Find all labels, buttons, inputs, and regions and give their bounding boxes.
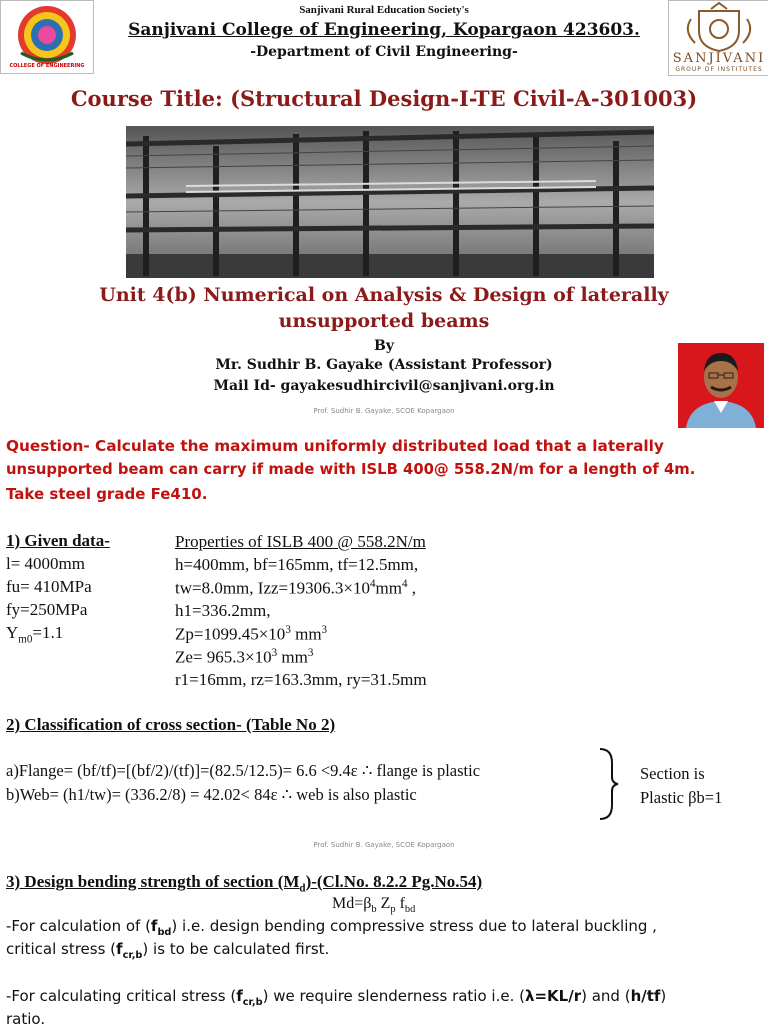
institute-crest-icon — [669, 1, 768, 53]
formula-md: Md=β — [332, 895, 372, 912]
question-line2: unsupported beam can carry if made with ISLB 400@ 558.2N/m for a length of 4m. — [6, 461, 696, 478]
college-name: Sanjivani College of Engineering, Kopargaon 423603. — [128, 20, 640, 40]
para1-a: -For calculation of ( — [6, 917, 151, 935]
prop-ze-unit-exp: 3 — [307, 647, 314, 659]
prop-line1: h=400mm, bf=165mm, tf=12.5mm, — [175, 555, 419, 574]
prop-ze-unit: mm — [277, 647, 308, 667]
college-logo-left — [0, 0, 94, 74]
prop-izz-unit-exp: 4 — [401, 578, 408, 590]
formula-z: Z — [376, 895, 391, 912]
para3-ht: h/tf — [630, 987, 661, 1005]
prop-zp-unit-exp: 3 — [321, 624, 328, 636]
bending-para2 — [6, 940, 329, 961]
author-photo — [678, 343, 764, 428]
para2-a: critical stress ( — [6, 940, 117, 958]
gamma-value: =1.1 — [32, 623, 64, 642]
properties-heading: Properties of ISLB 400 @ 558.2N/m — [175, 532, 426, 551]
bending-para1 — [6, 917, 657, 938]
author-portrait-image — [678, 343, 764, 428]
steel-structure-photo — [126, 126, 654, 278]
prop-ze: Ze= 965.3×10 — [175, 647, 272, 667]
para1-f: f — [150, 917, 158, 935]
prop-line4 — [175, 624, 327, 645]
para3-d: ) — [660, 987, 667, 1005]
formula-f: f — [395, 895, 405, 912]
right-logo-name: SANJIVANI — [672, 51, 766, 66]
given-length: l= 4000mm — [6, 554, 86, 573]
web-check: b)Web= (h1/tw)= (336.2/8) = 42.02< 84ε ∴ web is also plastic — [6, 785, 417, 804]
para3-f: f — [236, 987, 243, 1005]
prop-zp: Zp=1099.45×10 — [175, 624, 286, 644]
para2-b: ) is to be calculated first. — [142, 940, 330, 958]
prop-ze-exp: 3 — [271, 647, 278, 659]
footer-note-top: Prof. Sudhir B. Gayake, SCOE Kopargaon — [313, 407, 455, 415]
prop-zp-unit: mm — [290, 624, 322, 644]
prop-izz-unit: mm — [375, 578, 402, 598]
para3-c: ) and ( — [581, 987, 631, 1005]
prop-izz-exp: 4 — [369, 578, 376, 590]
given-data-heading: 1) Given data- — [6, 531, 110, 550]
bending-heading-sub: d — [299, 882, 306, 895]
section-result-line1: Section is — [640, 764, 705, 783]
section-result-line2: Plastic βb=1 — [640, 788, 723, 807]
bending-heading-b: )-(Cl.No. 8.2.2 Pg.No.54) — [305, 872, 483, 891]
para3-a: -For calculating critical stress ( — [6, 987, 237, 1005]
prop-izz: tw=8.0mm, Izz=19306.3×10 — [175, 578, 370, 598]
formula-z-sub: p — [390, 904, 396, 916]
given-gamma — [6, 623, 63, 645]
prop-line2 — [175, 578, 416, 599]
prop-line5 — [175, 647, 313, 668]
para3-b: ) we require slenderness ratio i.e. ( — [262, 987, 525, 1005]
bending-para3 — [6, 987, 666, 1008]
right-logo-sub: GROUP OF INSTITUTES — [675, 66, 763, 73]
right-brace-icon — [598, 747, 620, 821]
by-label: By — [374, 338, 394, 354]
para2-f-sub: cr,b — [122, 950, 143, 961]
gamma-symbol: Υ — [6, 623, 19, 642]
author-name: Mr. Sudhir B. Gayake (Assistant Professor) — [215, 357, 553, 373]
bending-para4: ratio. — [6, 1010, 46, 1028]
footer-note-bottom: Prof. Sudhir B. Gayake, SCOE Kopargaon — [313, 841, 455, 849]
prop-line3: h1=336.2mm, — [175, 601, 271, 620]
left-logo-caption: COLLEGE OF ENGINEERING — [9, 63, 85, 69]
unit-title-line2: unsupported beams — [278, 310, 490, 332]
bending-heading-a: 3) Design bending strength of section (M — [6, 872, 300, 891]
steel-frame-image — [126, 126, 654, 278]
bending-formula — [332, 895, 415, 915]
prop-zp-exp: 3 — [285, 624, 291, 636]
formula-f-sub: bd — [404, 904, 416, 916]
author-email: Mail Id- gayakesudhircivil@sanjivani.org.in — [213, 378, 555, 394]
prop-line6: r1=16mm, rz=163.3mm, ry=31.5mm — [175, 670, 427, 689]
given-fu: fu= 410MPa — [6, 577, 92, 596]
para3-lambda: λ=KL/r — [524, 987, 582, 1005]
para1-b: ) i.e. design bending compressive stress due to lateral buckling , — [171, 917, 657, 935]
unit-title-line1: Unit 4(b) Numerical on Analysis & Design of laterally — [99, 284, 669, 306]
course-title: Course Title: (Structural Design-I-TE Civil-A-301003) — [70, 86, 698, 111]
institute-logo-right — [668, 0, 768, 76]
department-name: -Department of Civil Engineering- — [250, 44, 518, 60]
bending-heading — [6, 872, 482, 894]
classification-heading: 2) Classification of cross section- (Table No 2) — [6, 715, 336, 734]
prop-izz-tail: , — [407, 578, 416, 598]
flange-check: a)Flange= (bf/tf)=[(bf/2)/(tf)]=(82.5/12.5)= 6.6 <9.4ε ∴ flange is plastic — [6, 761, 481, 780]
gamma-subscript: m0 — [18, 633, 33, 646]
para3-f-sub: cr,b — [242, 997, 263, 1008]
question-line3: Take steel grade Fe410. — [6, 485, 208, 503]
question-line1: Question- Calculate the maximum uniformly distributed load that a laterally — [6, 437, 664, 455]
para1-f-sub: bd — [157, 927, 172, 938]
society-name: Sanjivani Rural Education Society's — [299, 4, 469, 16]
formula-beta-sub: b — [371, 904, 377, 916]
para2-f: f — [116, 940, 123, 958]
given-fy: fy=250MPa — [6, 600, 88, 619]
